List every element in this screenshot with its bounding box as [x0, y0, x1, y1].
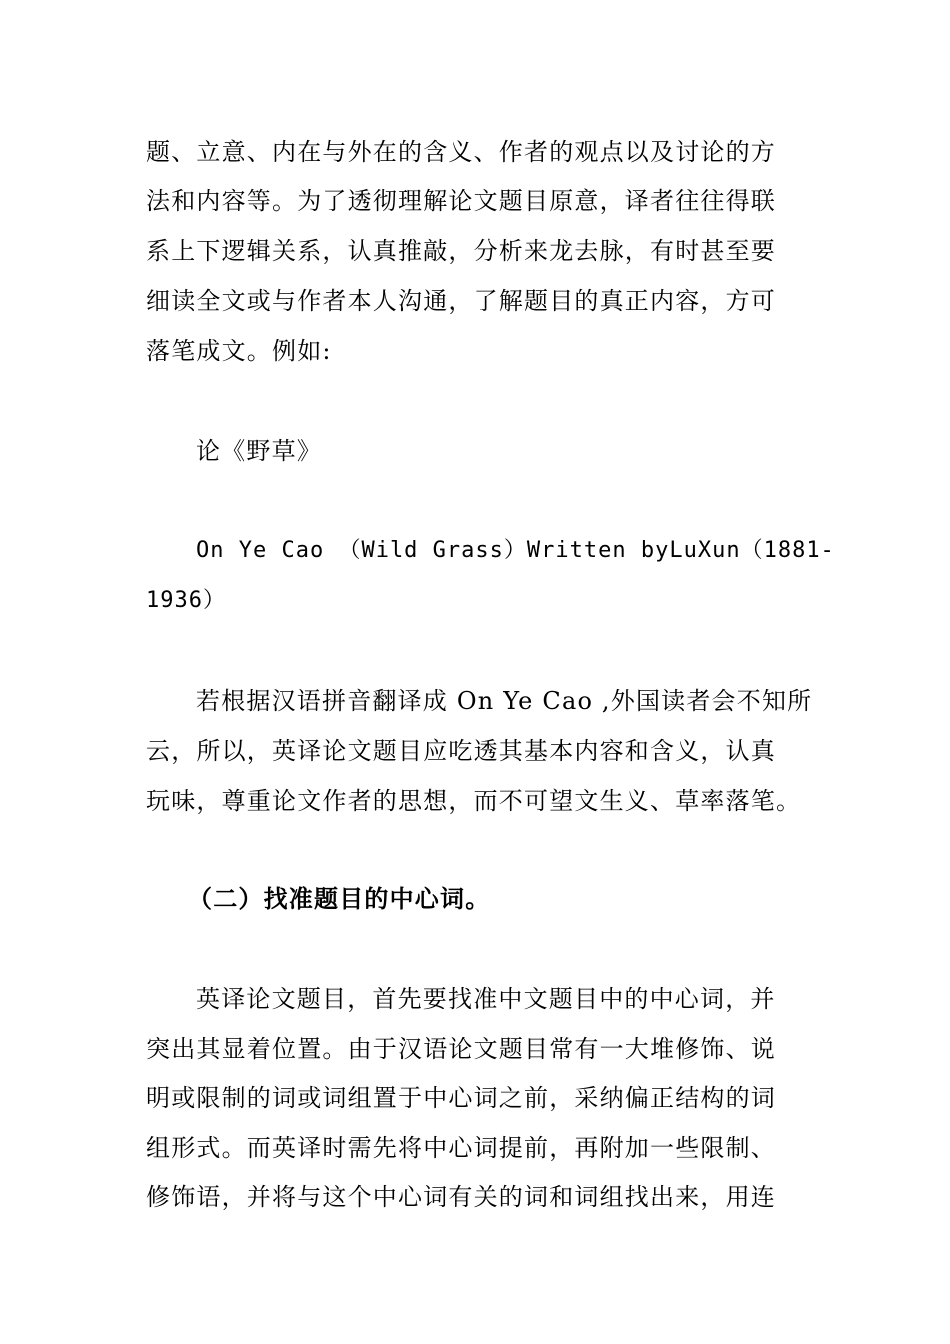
paragraph-3-line-5: 修饰语，并将与这个中心词有关的词和词组找出来，用连 [146, 1183, 776, 1211]
section-heading: （二）找准题目的中心词。 [188, 885, 491, 913]
example-title: 论《野草》 [196, 437, 322, 465]
paragraph-3-line-2: 突出其显着位置。由于汉语论文题目常有一大堆修饰、说 [146, 1035, 776, 1063]
paragraph-2-line-1: 若根据汉语拼音翻译成 On Ye Cao ,外国读者会不知所 [196, 687, 813, 715]
paragraph-2-line-2: 云，所以，英译论文题目应吃透其基本内容和含义，认真 [146, 737, 776, 765]
paragraph-1-line-2: 法和内容等。为了透彻理解论文题目原意，译者往往得联 [146, 187, 776, 215]
paragraph-3-line-4: 组形式。而英译时需先将中心词提前，再附加一些限制、 [146, 1134, 776, 1162]
paragraph-1-line-4: 细读全文或与作者本人沟通，了解题目的真正内容，方可 [146, 287, 776, 315]
paragraph-2-line-3: 玩味，尊重论文作者的思想，而不可望文生义、草率落笔。 [146, 787, 802, 815]
paragraph-1-line-5: 落笔成文。例如: [146, 337, 332, 365]
paragraph-3-line-3: 明或限制的词或词组置于中心词之前，采纳偏正结构的词 [146, 1084, 776, 1112]
paragraph-1-line-3: 系上下逻辑关系，认真推敲，分析来龙去脉，有时甚至要 [146, 237, 776, 265]
example-translation-line-2: 1936） [146, 588, 226, 613]
paragraph-3-line-1: 英译论文题目，首先要找准中文题目中的中心词，并 [196, 985, 776, 1013]
example-translation-line-1: On Ye Cao （Wild Grass）Written byLuXun（1881- [196, 538, 835, 563]
paragraph-1-line-1: 题、立意、内在与外在的含义、作者的观点以及讨论的方 [146, 138, 776, 166]
